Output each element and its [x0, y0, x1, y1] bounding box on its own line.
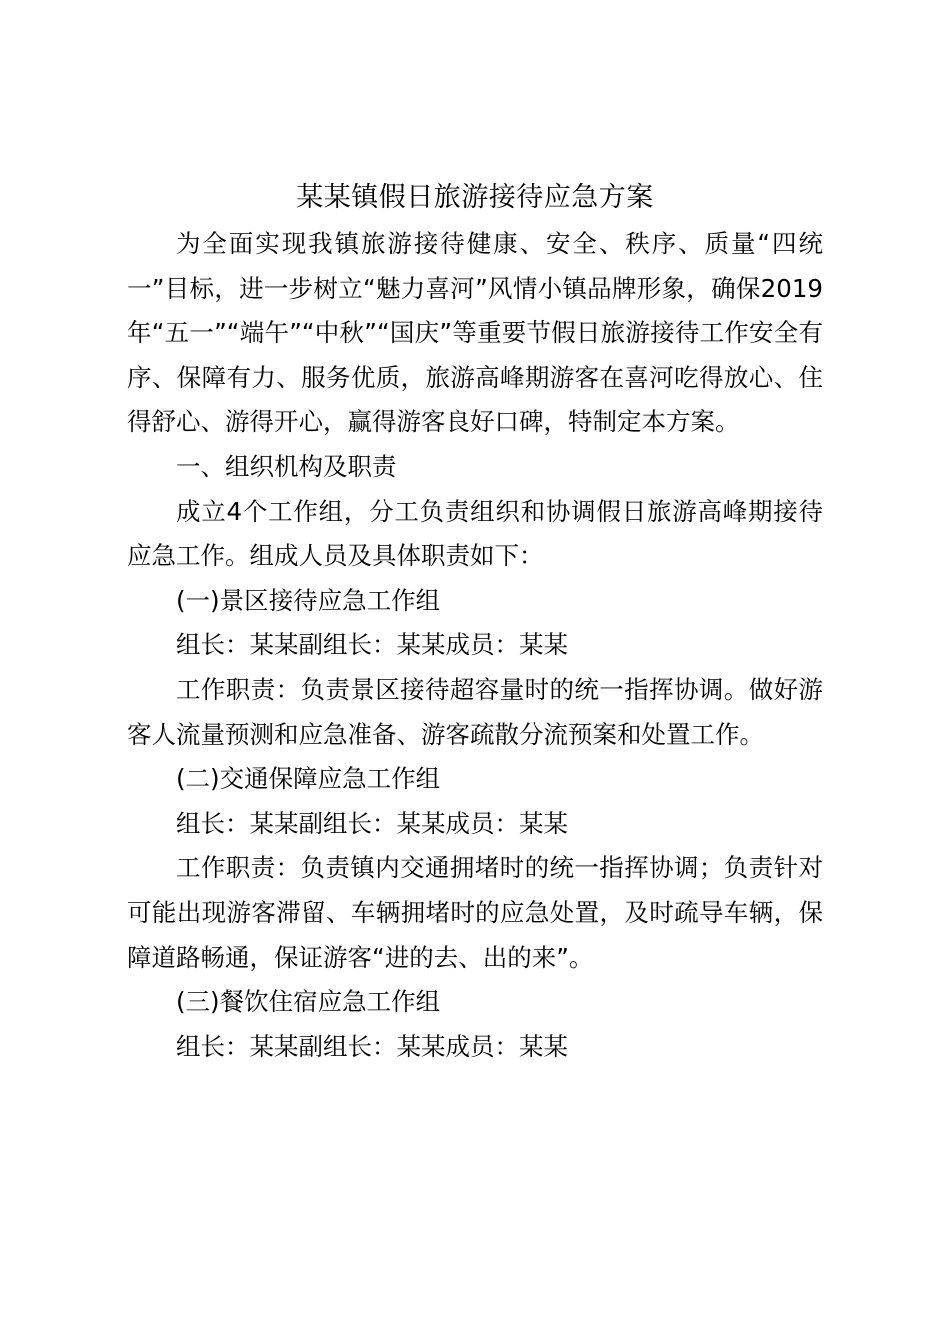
group-members-traffic: 组长：某某副组长：某某成员：某某: [176, 808, 568, 838]
organization-paragraph: 成立4个工作组，分工负责组织和协调假日旅游高峰期接待应急工作。组成人员及具体职责如下：: [127, 496, 823, 571]
intro-paragraph: 为全面实现我镇旅游接待健康、安全、秩序、质量“四统一”目标，进一步树立“魅力喜河”风情小镇品牌形象，确保2019年“五一”“端午”“中秋”“国庆”等重要节假日旅游接待工作安全有序、保障有力、服务优质，旅游高峰期游客在喜河吃得放心、住得舒心、游得开心，赢得游客良好口碑，特制定本方案。: [127, 229, 823, 437]
document-title: 某某镇假日旅游接待应急方案: [296, 182, 654, 213]
section-heading-organization: 一、组织机构及职责: [176, 451, 397, 481]
group-heading-catering: (三)餐饮住宿应急工作组: [176, 987, 441, 1017]
group-heading-traffic: (二)交通保障应急工作组: [176, 764, 441, 794]
group-heading-scenic: (一)景区接待应急工作组: [176, 585, 441, 615]
group-members-catering: 组长：某某副组长：某某成员：某某: [176, 1031, 568, 1061]
group-duties-traffic: 工作职责：负责镇内交通拥堵时的统一指挥协调；负责针对可能出现游客滞留、车辆拥堵时的应急处置，及时疏导车辆，保障道路畅通，保证游客“进的去、出的来”。: [127, 853, 823, 972]
group-members-scenic: 组长：某某副组长：某某成员：某某: [176, 630, 568, 660]
group-duties-scenic: 工作职责：负责景区接待超容量时的统一指挥协调。做好游客人流量预测和应急准备、游客疏散分流预案和处置工作。: [127, 674, 823, 749]
document-body: [127, 222, 823, 1069]
